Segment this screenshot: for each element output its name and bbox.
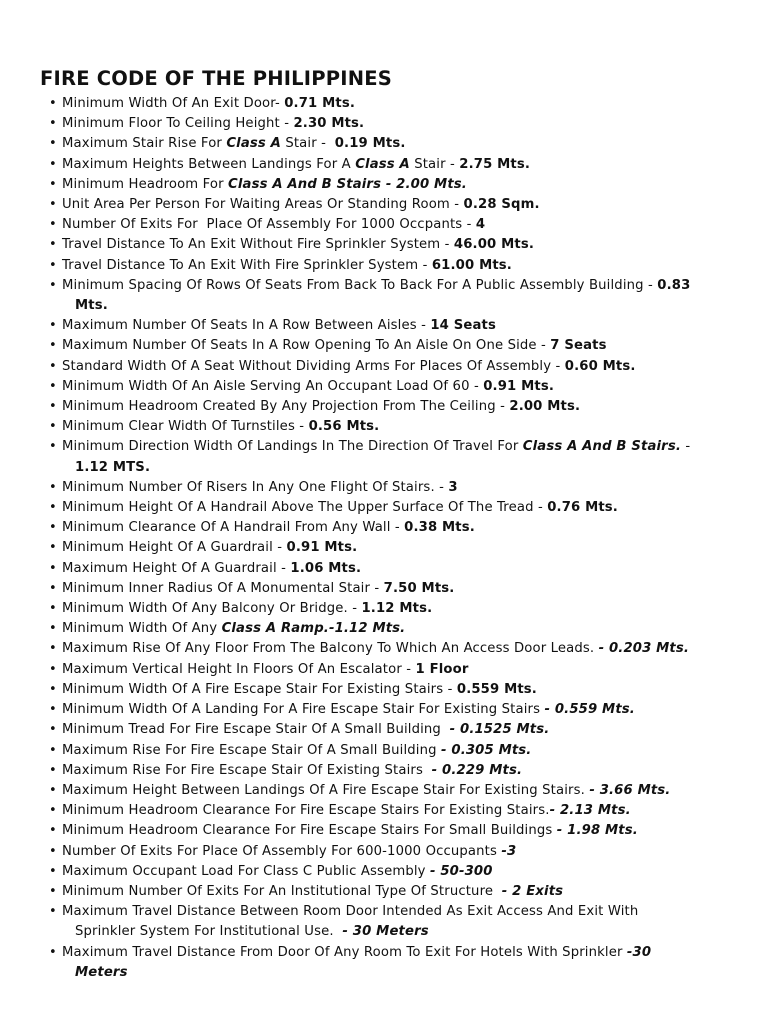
requirement-value: Class A bbox=[355, 156, 410, 172]
bullet-icon: • bbox=[49, 601, 57, 617]
bullet-icon: • bbox=[49, 540, 57, 556]
list-item bbox=[0, 680, 768, 700]
requirement-text: Maximum Travel Distance Between Room Door Intended As Exit Access And Exit With bbox=[62, 904, 639, 920]
requirement-text: Minimum Headroom Created By Any Projection From The Ceiling - bbox=[62, 399, 510, 415]
bullet-icon: • bbox=[49, 661, 57, 677]
requirement-value: 1.12 MTS. bbox=[75, 459, 151, 475]
requirement-text: Sprinkler System For Institutional Use. bbox=[75, 924, 343, 940]
list-item bbox=[0, 155, 768, 175]
bullet-icon: • bbox=[49, 96, 57, 111]
requirement-text: Minimum Headroom For bbox=[62, 176, 229, 192]
requirement-value: 0.83 bbox=[657, 277, 691, 293]
requirement-value: 0.19 Mts. bbox=[334, 136, 406, 152]
list-item bbox=[0, 842, 768, 862]
requirement-text: Minimum Width Of Any bbox=[62, 621, 222, 637]
requirement-value: 0.91 Mts. bbox=[286, 540, 358, 556]
bullet-icon: • bbox=[49, 863, 57, 879]
list-item bbox=[0, 397, 768, 417]
requirement-value: - 1.98 Mts. bbox=[556, 823, 638, 839]
continuation-line bbox=[62, 922, 720, 942]
list-item bbox=[0, 377, 768, 397]
requirement-text: Minimum Width Of A Landing For A Fire Escape Stair For Existing Stairs bbox=[62, 702, 545, 718]
list-item bbox=[0, 902, 768, 942]
requirement-text: Minimum Tread For Fire Escape Stair Of A Small Building bbox=[62, 722, 450, 738]
requirement-text: Minimum Floor To Ceiling Height - bbox=[62, 116, 294, 132]
list-item bbox=[0, 720, 768, 740]
list-item bbox=[0, 175, 768, 195]
requirement-text: Minimum Direction Width Of Landings In The Direction Of Travel For bbox=[62, 439, 523, 455]
requirement-value: - 0.1525 Mts. bbox=[449, 722, 550, 738]
list-item bbox=[0, 882, 768, 902]
requirement-text: Maximum Rise For Fire Escape Stair Of Existing Stairs bbox=[62, 762, 432, 778]
requirement-text: Maximum Rise Of Any Floor From The Balcony To Which An Access Door Leads. bbox=[62, 641, 599, 657]
list-item bbox=[0, 114, 768, 134]
requirement-text: Maximum Number Of Seats In A Row Between Aisles - bbox=[62, 318, 431, 334]
requirement-text: Maximum Travel Distance From Door Of Any Room To Exit For Hotels With Sprinkler bbox=[62, 944, 627, 960]
bullet-icon: • bbox=[49, 116, 57, 132]
bullet-icon: • bbox=[49, 621, 57, 637]
bullet-icon: • bbox=[49, 904, 57, 920]
list-item bbox=[0, 316, 768, 336]
requirement-value: 0.71 Mts. bbox=[284, 96, 355, 111]
bullet-icon: • bbox=[49, 338, 57, 354]
bullet-icon: • bbox=[49, 257, 57, 273]
bullet-icon: • bbox=[49, 560, 57, 576]
bullet-icon: • bbox=[49, 156, 57, 172]
requirement-value: 46.00 Mts. bbox=[453, 237, 534, 253]
requirement-value: 2.75 Mts. bbox=[459, 156, 531, 172]
bullet-icon: • bbox=[49, 782, 57, 798]
requirement-value: -3 bbox=[501, 843, 517, 859]
requirement-text: Standard Width Of A Seat Without Dividing Arms For Places Of Assembly - bbox=[62, 358, 565, 374]
bullet-icon: • bbox=[49, 378, 57, 394]
page-title: FIRE CODE OF THE PHILIPPINES bbox=[40, 67, 392, 90]
list-item bbox=[0, 943, 768, 983]
requirement-value: 0.60 Mts. bbox=[564, 358, 636, 374]
list-item bbox=[0, 599, 768, 619]
requirement-text: Minimum Width Of Any Balcony Or Bridge. - bbox=[62, 601, 362, 617]
requirement-value: Class A And B Stairs - 2.00 Mts. bbox=[228, 176, 467, 192]
requirement-value: - 30 Meters bbox=[342, 924, 429, 940]
requirement-text: Minimum Width Of An Exit Door- bbox=[62, 96, 285, 111]
requirement-text: Minimum Width Of A Fire Escape Stair For Existing Stairs - bbox=[62, 681, 457, 697]
requirement-value: Mts. bbox=[75, 298, 108, 314]
requirement-text: Maximum Occupant Load For Class C Public Assembly bbox=[62, 863, 430, 879]
requirement-value: 7 Seats bbox=[550, 338, 607, 354]
requirement-text: Minimum Width Of An Aisle Serving An Occupant Load Of 60 - bbox=[62, 378, 484, 394]
requirement-value: - 50-300 bbox=[429, 863, 493, 879]
bullet-icon: • bbox=[49, 843, 57, 859]
requirement-text: Minimum Headroom Clearance For Fire Escape Stairs For Small Buildings bbox=[62, 823, 557, 839]
list-item bbox=[0, 276, 768, 316]
list-item bbox=[0, 336, 768, 356]
bullet-icon: • bbox=[49, 762, 57, 778]
bullet-icon: • bbox=[49, 217, 57, 233]
requirement-text: Minimum Clearance Of A Handrail From Any Wall - bbox=[62, 520, 405, 536]
bullet-icon: • bbox=[49, 479, 57, 495]
requirement-value: - 3.66 Mts. bbox=[589, 782, 671, 798]
bullet-icon: • bbox=[49, 722, 57, 738]
continuation-line bbox=[62, 296, 720, 316]
bullet-icon: • bbox=[49, 580, 57, 596]
requirement-text: - bbox=[680, 439, 691, 455]
list-item bbox=[0, 619, 768, 639]
requirement-value: 0.76 Mts. bbox=[547, 500, 618, 516]
bullet-icon: • bbox=[49, 439, 57, 455]
list-item bbox=[0, 215, 768, 235]
bullet-icon: • bbox=[49, 318, 57, 334]
bullet-icon: • bbox=[49, 803, 57, 819]
requirement-text: Maximum Heights Between Landings For A bbox=[62, 156, 356, 172]
requirement-text: Travel Distance To An Exit With Fire Sprinkler System - bbox=[62, 257, 432, 273]
list-item bbox=[0, 518, 768, 538]
requirement-value: 1.12 Mts. bbox=[361, 601, 433, 617]
requirement-value: 7.50 Mts. bbox=[383, 580, 455, 596]
list-item bbox=[0, 639, 768, 659]
requirement-text: Unit Area Per Person For Waiting Areas Or Standing Room - bbox=[62, 197, 464, 213]
list-item bbox=[0, 94, 768, 114]
list-item bbox=[0, 134, 768, 154]
list-item bbox=[0, 417, 768, 437]
bullet-icon: • bbox=[49, 237, 57, 253]
list-item bbox=[0, 821, 768, 841]
bullet-icon: • bbox=[49, 520, 57, 536]
bullet-icon: • bbox=[49, 944, 57, 960]
requirement-value: 3 bbox=[448, 479, 458, 495]
requirement-value: Class A Ramp.-1.12 Mts. bbox=[221, 621, 406, 637]
bullet-icon: • bbox=[49, 883, 57, 899]
bullet-icon: • bbox=[49, 681, 57, 697]
requirement-value: - 0.305 Mts. bbox=[441, 742, 532, 758]
requirement-text: Maximum Number Of Seats In A Row Opening To An Aisle On One Side - bbox=[62, 338, 551, 354]
bullet-icon: • bbox=[49, 702, 57, 718]
continuation-line bbox=[62, 963, 720, 983]
list-item bbox=[0, 700, 768, 720]
bullet-icon: • bbox=[49, 500, 57, 516]
list-item bbox=[0, 579, 768, 599]
requirement-value: 0.559 Mts. bbox=[456, 681, 537, 697]
requirement-value: - 2.13 Mts. bbox=[549, 803, 631, 819]
list-item bbox=[0, 256, 768, 276]
continuation-line bbox=[62, 458, 720, 478]
list-item bbox=[0, 538, 768, 558]
list-item bbox=[0, 741, 768, 761]
list-item bbox=[0, 801, 768, 821]
requirement-text: Stair - bbox=[280, 136, 335, 152]
bullet-icon: • bbox=[49, 823, 57, 839]
bullet-icon: • bbox=[49, 399, 57, 415]
list-item bbox=[0, 498, 768, 518]
list-item bbox=[0, 437, 768, 477]
list-item bbox=[0, 781, 768, 801]
requirement-text: Maximum Stair Rise For bbox=[62, 136, 227, 152]
requirement-value: 1.06 Mts. bbox=[290, 560, 362, 576]
bullet-icon: • bbox=[49, 277, 57, 293]
requirement-text: Minimum Height Of A Guardrail - bbox=[62, 540, 287, 556]
list-item bbox=[0, 357, 768, 377]
requirement-text: Minimum Number Of Risers In Any One Flight Of Stairs. - bbox=[62, 479, 449, 495]
bullet-icon: • bbox=[49, 176, 57, 192]
list-item bbox=[0, 761, 768, 781]
requirement-text: Maximum Rise For Fire Escape Stair Of A Small Building bbox=[62, 742, 441, 758]
requirement-value: Class A And B Stairs. bbox=[522, 439, 681, 455]
bullet-icon: • bbox=[49, 358, 57, 374]
requirement-value: 2.30 Mts. bbox=[293, 116, 365, 132]
requirement-text: Minimum Inner Radius Of A Monumental Stair - bbox=[62, 580, 384, 596]
requirement-text: Number Of Exits For Place Of Assembly For 1000 Occpants - bbox=[62, 217, 476, 233]
requirement-text: Minimum Height Of A Handrail Above The Upper Surface Of The Tread - bbox=[62, 500, 548, 516]
requirement-value: - 2 Exits bbox=[501, 883, 564, 899]
bullet-icon: • bbox=[49, 136, 57, 152]
requirement-value: 1 Floor bbox=[415, 661, 469, 677]
requirement-value: 61.00 Mts. bbox=[431, 257, 512, 273]
bullet-icon: • bbox=[49, 742, 57, 758]
requirement-text: Minimum Clear Width Of Turnstiles - bbox=[62, 419, 309, 435]
bullet-icon: • bbox=[49, 419, 57, 435]
requirement-text: Maximum Height Between Landings Of A Fire Escape Stair For Existing Stairs. bbox=[62, 782, 590, 798]
requirement-text: Stair - bbox=[409, 156, 460, 172]
requirement-text: Maximum Height Of A Guardrail - bbox=[62, 560, 291, 576]
list-item bbox=[0, 862, 768, 882]
requirement-text: Minimum Spacing Of Rows Of Seats From Back To Back For A Public Assembly Building - bbox=[62, 277, 658, 293]
requirement-value: 0.28 Sqm. bbox=[463, 197, 540, 213]
requirement-text: Minimum Number Of Exits For An Institutional Type Of Structure bbox=[62, 883, 502, 899]
requirement-text: Minimum Headroom Clearance For Fire Escape Stairs For Existing Stairs. bbox=[62, 803, 550, 819]
list-item bbox=[0, 478, 768, 498]
requirement-text: Number Of Exits For Place Of Assembly For 600-1000 Occupants bbox=[62, 843, 502, 859]
list-item bbox=[0, 235, 768, 255]
bullet-icon: • bbox=[49, 197, 57, 213]
requirement-value: Class A bbox=[226, 136, 281, 152]
requirement-value: 14 Seats bbox=[430, 318, 496, 334]
requirement-value: - 0.559 Mts. bbox=[544, 702, 635, 718]
requirement-value: - 0.229 Mts. bbox=[431, 762, 523, 778]
fire-code-requirements-list bbox=[0, 94, 768, 983]
requirement-value: -30 bbox=[626, 944, 652, 960]
list-item bbox=[0, 195, 768, 215]
requirement-text: Travel Distance To An Exit Without Fire Sprinkler System - bbox=[62, 237, 454, 253]
bullet-icon: • bbox=[49, 641, 57, 657]
requirement-value: 0.56 Mts. bbox=[308, 419, 380, 435]
requirement-value: 0.91 Mts. bbox=[483, 378, 554, 394]
list-item bbox=[0, 660, 768, 680]
list-item bbox=[0, 559, 768, 579]
requirement-text: Maximum Vertical Height In Floors Of An Escalator - bbox=[62, 661, 416, 677]
requirement-value: - 0.203 Mts. bbox=[598, 641, 690, 657]
requirement-value: 2.00 Mts. bbox=[509, 399, 581, 415]
requirement-value: Meters bbox=[75, 964, 128, 980]
requirement-value: 4 bbox=[475, 217, 486, 233]
requirement-value: 0.38 Mts. bbox=[404, 520, 475, 536]
